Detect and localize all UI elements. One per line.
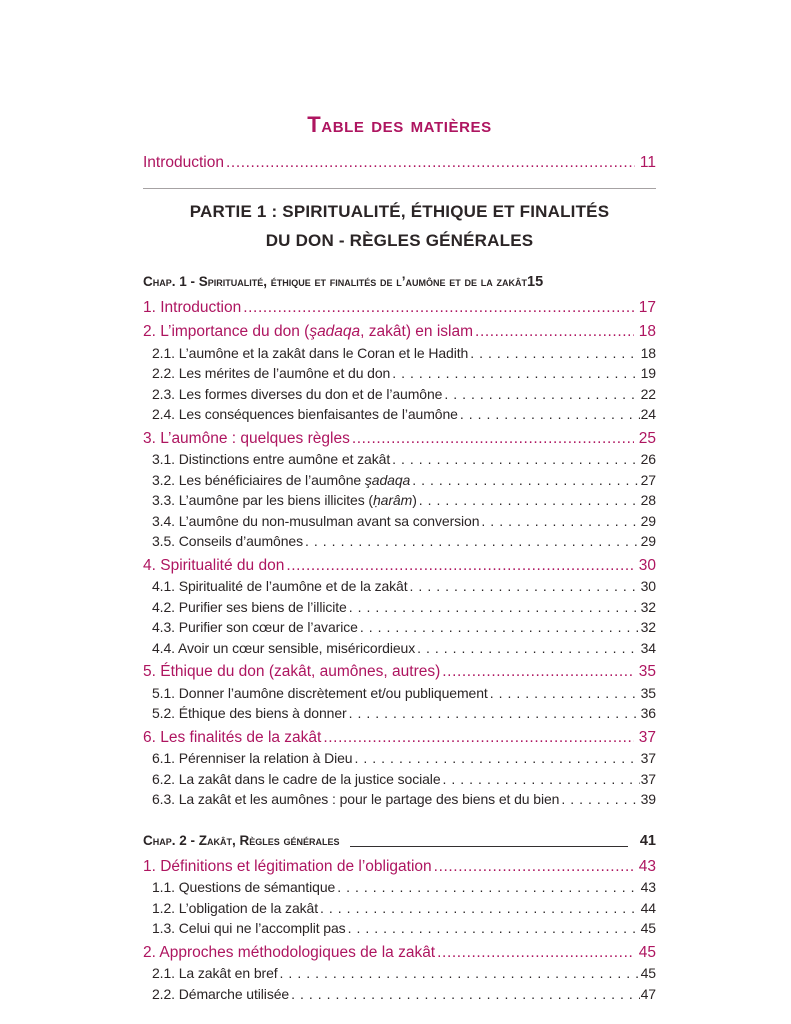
dot-leader bbox=[435, 943, 634, 964]
toc-entry bbox=[143, 384, 656, 405]
chapter-page-number: 41 bbox=[639, 832, 656, 849]
page-number: 26 bbox=[640, 451, 656, 467]
page-number: 37 bbox=[638, 728, 656, 746]
dot-leader bbox=[468, 343, 639, 364]
page-number: 32 bbox=[640, 598, 656, 615]
entry-text: 3.2. Les bénéficiaires de l’aumône şadaqa bbox=[152, 471, 411, 488]
dot-leader bbox=[390, 449, 640, 470]
page-number: 45 bbox=[640, 920, 656, 936]
toc-entry bbox=[143, 597, 656, 618]
toc-entry bbox=[143, 789, 656, 810]
chapter-page-number: 15 bbox=[527, 273, 544, 290]
entry-text: 6. Les finalités de la zakât bbox=[143, 728, 322, 746]
dot-leader bbox=[410, 470, 639, 491]
toc-entry bbox=[143, 470, 656, 491]
entry-text: Introduction bbox=[143, 154, 224, 171]
toc-entry bbox=[143, 576, 656, 597]
page-number: 35 bbox=[638, 663, 656, 680]
toc-entry bbox=[143, 429, 656, 450]
entry-text: 5. Éthique du don (zakât, aumônes, autres) bbox=[143, 663, 441, 680]
entry-text: 4.4. Avoir un cœur sensible, miséricordieux bbox=[152, 639, 416, 656]
toc-entry bbox=[143, 898, 656, 919]
entry-text: 2. Approches méthodologiques de la zakât bbox=[143, 943, 436, 961]
chapters-container bbox=[143, 271, 656, 1005]
entry-text: 1.3. Celui qui ne l’accomplit pas bbox=[152, 920, 346, 936]
chapter-heading bbox=[143, 830, 656, 852]
toc-entry bbox=[143, 984, 656, 1005]
toc-entry bbox=[143, 298, 656, 319]
page-number: 28 bbox=[640, 492, 656, 508]
dot-leader bbox=[278, 963, 640, 984]
page-number: 43 bbox=[638, 857, 656, 875]
toc-entry bbox=[143, 857, 656, 878]
toc-entry bbox=[143, 918, 656, 939]
toc-entry bbox=[143, 662, 656, 683]
page-number: 34 bbox=[640, 639, 656, 656]
dot-leader bbox=[289, 984, 640, 1005]
entry-text: 3. L’aumône : quelques règles bbox=[143, 429, 350, 447]
entry-text: 2.1. La zakât en bref bbox=[152, 965, 278, 981]
toc-entry bbox=[143, 511, 656, 532]
line-leader bbox=[350, 846, 628, 847]
dot-leader bbox=[321, 728, 633, 749]
entry-text: 3.1. Distinctions entre aumône et zakât bbox=[152, 451, 391, 467]
dot-leader bbox=[350, 429, 634, 450]
dot-leader bbox=[442, 384, 639, 405]
entry-text: 6.1. Pérenniser la relation à Dieu bbox=[152, 750, 353, 766]
dot-leader bbox=[303, 531, 640, 552]
entry-text: 2.2. Démarche utilisée bbox=[152, 985, 290, 1002]
dot-leader bbox=[347, 597, 640, 618]
entry-text: 6.3. La zakât et les aumônes : pour le partage des biens et du bien bbox=[152, 791, 560, 807]
toc-entry bbox=[143, 769, 656, 790]
dot-leader bbox=[441, 769, 640, 790]
dot-leader bbox=[458, 404, 640, 425]
page-number: 30 bbox=[638, 556, 656, 574]
page-number: 47 bbox=[640, 985, 656, 1002]
entry-text: 3.3. L’aumône par les biens illicites (ḥarâm) bbox=[152, 492, 417, 508]
entry-text: 2.4. Les conséquences bienfaisantes de l’aumône bbox=[152, 406, 458, 422]
chapter-title: Chap. 2 - Zakât, Règles générales bbox=[143, 832, 340, 848]
page-number: 44 bbox=[640, 899, 656, 916]
page-number: 43 bbox=[640, 879, 656, 895]
toc-entry bbox=[143, 748, 656, 769]
page-number: 39 bbox=[640, 791, 656, 807]
toc-content bbox=[143, 0, 656, 1004]
page-number: 29 bbox=[640, 512, 656, 529]
page-number: 25 bbox=[638, 429, 656, 447]
page-number: 19 bbox=[640, 365, 656, 381]
dot-leader bbox=[488, 683, 640, 704]
toc-entry bbox=[143, 617, 656, 638]
dot-leader bbox=[417, 490, 640, 511]
toc-entry bbox=[143, 556, 656, 577]
entry-text: 2.3. Les formes diverses du don et de l’aumône bbox=[152, 385, 443, 402]
dot-leader bbox=[241, 298, 634, 319]
page-number: 18 bbox=[640, 344, 656, 361]
entry-text: 1. Introduction bbox=[143, 298, 242, 316]
page-number: 45 bbox=[640, 965, 656, 981]
entry-text: 1.2. L’obligation de la zakât bbox=[152, 899, 319, 916]
dot-leader bbox=[432, 857, 634, 878]
dot-leader bbox=[318, 898, 640, 919]
page-number: 35 bbox=[640, 684, 656, 701]
page-number: 24 bbox=[640, 406, 656, 422]
entry-text: 5.1. Donner l’aumône discrètement et/ou publiquement bbox=[152, 684, 488, 701]
page-number: 45 bbox=[638, 943, 656, 961]
entry-text: 4.2. Purifier ses biens de l’illicite bbox=[152, 598, 347, 615]
toc-entry bbox=[143, 322, 656, 343]
toc-entry bbox=[143, 404, 656, 425]
toc-entry bbox=[143, 490, 656, 511]
dot-leader bbox=[415, 638, 640, 659]
toc-entry bbox=[143, 449, 656, 470]
page-number: 37 bbox=[640, 770, 656, 787]
page-title: Table des matières bbox=[307, 112, 492, 137]
page-number: 18 bbox=[638, 323, 656, 340]
dot-leader bbox=[479, 511, 639, 532]
dot-leader bbox=[284, 556, 633, 577]
toc-entry bbox=[143, 638, 656, 659]
entry-text: 2.1. L’aumône et la zakât dans le Coran et le Hadith bbox=[152, 344, 469, 361]
toc-entry bbox=[143, 728, 656, 749]
section-divider bbox=[143, 188, 656, 189]
entry-text: 2.2. Les mérites de l’aumône et du don bbox=[152, 365, 391, 381]
dot-leader bbox=[346, 918, 640, 939]
entry-text: 4.1. Spiritualité de l’aumône et de la zakât bbox=[152, 578, 408, 594]
entry-text: 3.5. Conseils d’aumônes bbox=[152, 533, 304, 549]
page-number: 11 bbox=[639, 154, 656, 171]
dot-leader bbox=[347, 703, 640, 724]
chapter-heading bbox=[143, 271, 656, 293]
entry-text: 4.3. Purifier son cœur de l’avarice bbox=[152, 619, 358, 635]
toc-entry bbox=[143, 943, 656, 964]
entry-text: 2. L’importance du don (şadaqa, zakât) en islam bbox=[143, 323, 474, 340]
dot-leader bbox=[224, 153, 635, 174]
toc-entry bbox=[143, 683, 656, 704]
toc-entry bbox=[143, 703, 656, 724]
part-heading-line2: DU DON - RÈGLES GÉNÉRALES bbox=[265, 230, 534, 250]
toc-entry bbox=[143, 363, 656, 384]
toc-entry bbox=[143, 343, 656, 364]
page-number: 29 bbox=[640, 533, 656, 549]
dot-leader bbox=[335, 877, 639, 898]
dot-leader bbox=[408, 576, 640, 597]
page-number: 32 bbox=[640, 619, 656, 635]
toc-entry bbox=[143, 963, 656, 984]
entry-text: 4. Spiritualité du don bbox=[143, 556, 285, 574]
toc-entry bbox=[143, 877, 656, 898]
dot-leader bbox=[390, 363, 639, 384]
page-number: 36 bbox=[640, 705, 656, 721]
dot-leader bbox=[559, 789, 639, 810]
chapter-title: Chap. 1 - Spiritualité, éthique et finalités de l’aumône et de la zakât bbox=[143, 273, 528, 289]
dot-leader bbox=[358, 617, 640, 638]
toc-entry bbox=[143, 531, 656, 552]
dot-leader bbox=[473, 322, 634, 343]
dot-leader bbox=[353, 748, 640, 769]
part-heading-line1: PARTIE 1 : SPIRITUALITÉ, ÉTHIQUE ET FINALITÉS bbox=[189, 201, 610, 221]
entry-text: 5.2. Éthique des biens à donner bbox=[152, 705, 347, 721]
entry-text: 3.4. L’aumône du non-musulman avant sa conversion bbox=[152, 512, 480, 529]
page-number: 30 bbox=[640, 578, 656, 594]
page-number: 37 bbox=[640, 750, 656, 766]
part-1-heading bbox=[143, 197, 656, 255]
entry-text: 1. Définitions et légitimation de l’obligation bbox=[143, 857, 432, 875]
toc-entry-introduction bbox=[143, 153, 656, 174]
entry-text: 6.2. La zakât dans le cadre de la justice sociale bbox=[152, 770, 441, 787]
page-number: 17 bbox=[638, 298, 656, 316]
page-number: 27 bbox=[640, 471, 656, 488]
page-number: 22 bbox=[640, 385, 656, 402]
entry-text: 1.1. Questions de sémantique bbox=[152, 879, 336, 895]
dot-leader bbox=[440, 662, 633, 683]
